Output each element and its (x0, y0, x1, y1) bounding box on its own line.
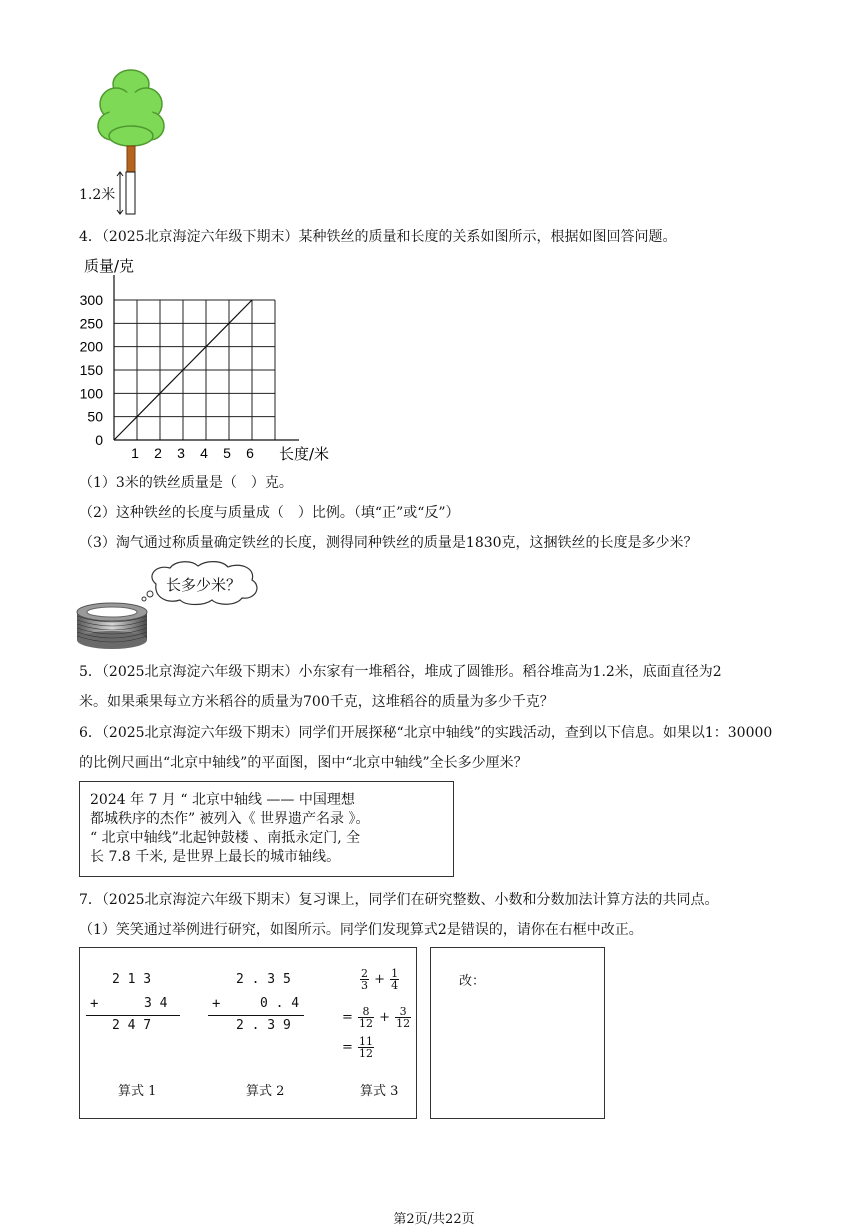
q6-line1: 6．（2025北京海淀六年级下期末）同学们开展探秘“北京中轴线”的实践活动，查到以下信息。如果以1：30000 (79, 725, 773, 741)
f2-addend-a: 2 . 3 5 (236, 972, 291, 987)
y-tick-label: 50 (87, 408, 103, 425)
y-tick-label: 150 (79, 362, 103, 378)
wire-coil-image (74, 602, 150, 650)
y-tick-label: 100 (79, 385, 103, 402)
thought-bubble-text: 长多少米？ (166, 576, 242, 594)
info-line-2: 都城秩序的杰作” 被列入《 世界遗产名录 》。 (90, 811, 370, 827)
x-tick-label: 2 (154, 445, 162, 461)
f1-plus: + (90, 996, 99, 1012)
f2-result: 2 . 3 9 (236, 1018, 291, 1033)
q4-title: 4．（2025北京海淀六年级下期末）某种铁丝的质量和长度的关系如图所示，根据如图回答问题。 (79, 229, 677, 245)
q4-sub2: （2）这种铁丝的长度与质量成（ ）比例。（填“正”或“反”） (79, 505, 460, 521)
f3-label: 算式 3 (360, 1084, 399, 1099)
x-axis-label: 长度/米 (279, 445, 330, 463)
f3-line3: = $\frac{11}{12}$ (342, 1035, 373, 1060)
stake (126, 172, 135, 214)
q6-info-box (79, 781, 454, 877)
info-line-3: “ 北京中轴线”北起钟鼓楼 、南抵永定门, 全 (90, 830, 361, 846)
f3-line1: $\frac{2}{3}$ + $\frac{1}{4}$ (361, 967, 399, 992)
f3-line2: = $\frac{8}{12}$ + $\frac{3}{12}$ (342, 1005, 411, 1030)
q4-sub3: （3）淘气通过称质量确定铁丝的长度，测得同种铁丝的质量是1830克，这捆铁丝的长度是多少米？ (79, 535, 698, 551)
f1-addend-a: 2 1 3 (112, 972, 152, 987)
f2-plus: + (212, 996, 221, 1012)
f1-label: 算式 1 (118, 1084, 157, 1099)
info-line-4: 长 7.8 千米, 是世界上最长的城市轴线。 (90, 849, 341, 865)
f1-result: 2 4 7 (112, 1018, 152, 1033)
x-tick-label: 6 (246, 445, 254, 461)
y-tick-label: 300 (79, 292, 103, 308)
fraction-8-12: $\frac{8}{12}$ (359, 1005, 373, 1030)
x-tick-label: 4 (200, 445, 208, 461)
fraction-1-4: $\frac{1}{4}$ (391, 967, 399, 992)
fraction-3-12: $\frac{3}{12}$ (396, 1005, 411, 1030)
tree-height-label: 1.2米 (79, 187, 116, 203)
x-tick-label: 3 (177, 445, 185, 461)
tree-crown (98, 70, 164, 146)
correction-label: 改： (459, 974, 486, 989)
tree-trunk (127, 146, 135, 172)
x-tick-label: 5 (223, 445, 231, 461)
q5-line1: 5．（2025北京海淀六年级下期末）小东家有一堆稻谷，堆成了圆锥形。稻谷堆高为1.2米，底面直径为2 (79, 664, 722, 680)
y-tick-label: 250 (79, 315, 103, 332)
info-line-1: 2024 年 7 月 “ 北京中轴线 —— 中国理想 (90, 792, 355, 808)
f1-rule (86, 1015, 180, 1016)
x-tick-label: 1 (131, 445, 139, 461)
mass-length-chart (70, 252, 350, 467)
y-tick-label: 200 (79, 338, 103, 355)
f2-addend-b: 0 . 4 (260, 996, 300, 1011)
fraction-2-3: $\frac{2}{3}$ (361, 967, 368, 992)
q4-sub1: （1）3米的铁丝质量是（ ）克。 (79, 475, 293, 491)
page-footer: 第2页/共22页 (393, 1212, 475, 1227)
q5-line2: 米。如果乘果每立方米稻谷的质量为700千克，这堆稻谷的质量为多少千克？ (79, 694, 554, 710)
f2-label: 算式 2 (246, 1084, 285, 1099)
y-axis-label: 质量/克 (84, 257, 135, 275)
q6-line2: 的比例尺画出“北京中轴线”的平面图，图中“北京中轴线”全长多少厘米？ (79, 755, 528, 771)
y-tick-label: 0 (95, 432, 103, 448)
f2-rule (208, 1015, 304, 1016)
formula-box (79, 947, 417, 1119)
f1-addend-b: 3 4 (144, 996, 168, 1011)
q7-title: 7．（2025北京海淀六年级下期末）复习课上，同学们在研究整数、小数和分数加法计算方法的共同点。 (79, 892, 719, 908)
q7-sub1: （1）笑笑通过举例进行研究，如图所示。同学们发现算式2是错误的，请你在右框中改正。 (79, 922, 643, 938)
correction-box[interactable] (430, 947, 605, 1119)
fraction-11-12: $\frac{11}{12}$ (359, 1035, 373, 1060)
